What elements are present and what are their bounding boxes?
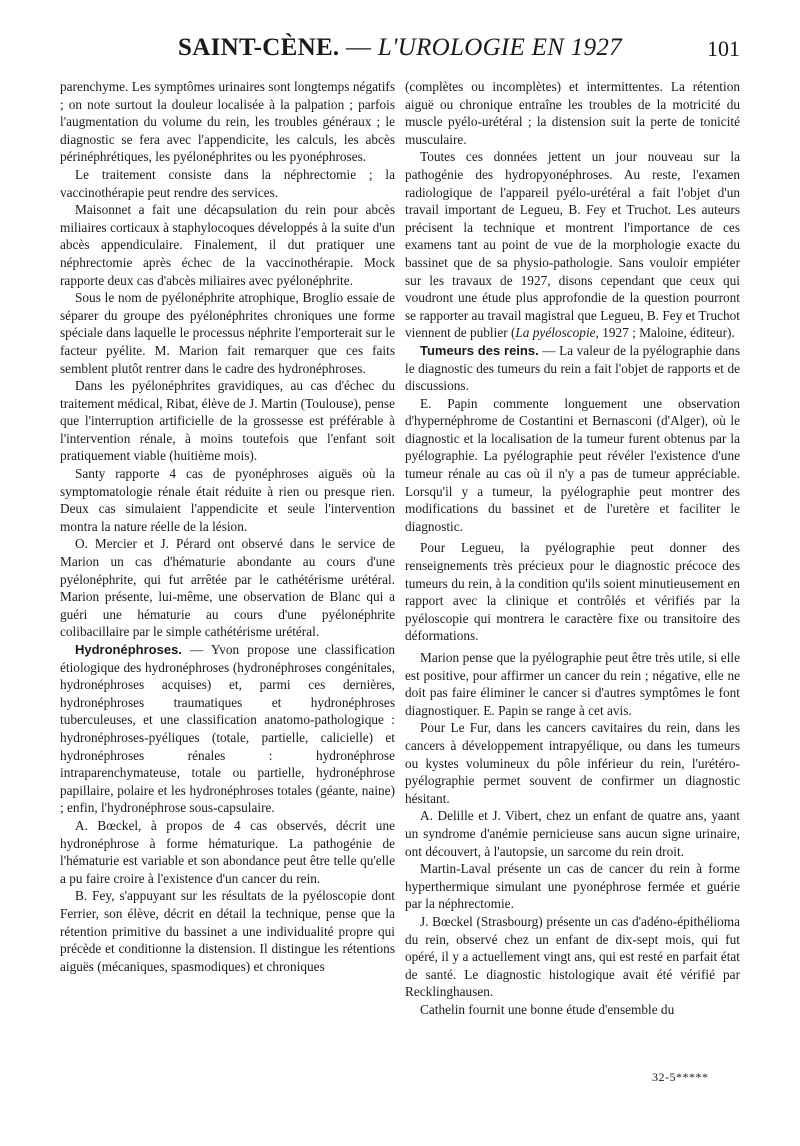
header-author: SAINT-CÈNE. xyxy=(178,34,340,61)
citation-title: La pyéloscopie xyxy=(515,325,596,341)
paragraph: J. Bœckel (Strasbourg) présente un cas d'adéno-épithélioma du rein, observé chez un enfant de dix-sept mois, qui fut opéré, il y a actuellement vingt ans, qui est resté en parfait état de santé. Le diagnostic histologique avait été vérifié par Recklinghausen. xyxy=(405,913,740,1000)
paragraph: Marion pense que la pyélographie peut être très utile, si elle est positive, pour affirmer un cancer du rein ; négative, elle ne doit pas faire éliminer le cancer si d'autres symptômes le font diagnostiquer. E. Papin se range à cet avis. xyxy=(405,650,740,718)
running-header xyxy=(60,34,740,70)
paragraph: Pour Le Fur, dans les cancers cavitaires du rein, dans les cancers à développement intrapyélique, ou dans les tumeurs ou kystes volumineux du pôle inférieur du rein, l'urétéro-pyélographie permet souvent de confirmer un diagnostic hésitant. xyxy=(405,720,740,806)
paragraph: B. Fey, s'appuyant sur les résultats de la pyéloscopie dont Ferrier, son élève, décrit en détail la technique, pense que la rétention primitive du bassinet a une individualité propre qui précède et conditionne la distension. Il distingue les rétentions aiguës (mécaniques, spasmodiques) et chroniques xyxy=(60,888,395,974)
header-separator: — xyxy=(339,34,378,61)
paragraph-hydronephroses xyxy=(60,641,395,817)
paragraph: Maisonnet a fait une décapsulation du rein pour abcès miliaires corticaux à staphylocoques développés à la suite d'un abcès appendiculaire. Finalement, il dut pratiquer une néphrectomie après échec de la vaccinothérapie. Mock rapporte deux cas d'abcès miliaires avec pyélonéphrite. xyxy=(60,202,395,288)
paragraph-with-citation xyxy=(405,148,740,342)
page-number: 101 xyxy=(707,36,740,61)
header-title xyxy=(60,34,740,62)
paragraph: (complètes ou incomplètes) et intermittentes. La rétention aiguë ou chronique entraîne les troubles de la motricité du muscle pyélo-urétéral ; la distension suit la perte de tonicité musculaire. xyxy=(405,79,740,147)
paragraph: A. Delille et J. Vibert, chez un enfant de quatre ans, yaant un syndrome d'anémie pernicieuse sans aucun signe urinaire, ont découvert, à l'autopsie, un sarcome du rein droit. xyxy=(405,808,740,859)
paragraph: E. Papin commente longuement une observation d'hypernéphrome de Costantini et Bernasconi (d'Alger), où le diagnostic et la localisation de la tumeur furent obtenus par la pyélographie. La pyélographie peut révéler l'existence d'une tumeur rénale au cas où il n'y a pas de tumeur appréciable. Lorsqu'il y a tumeur, la pyélographie peut montrer des modifications du bassinet et de l'uretère et faciliter le diagnostic. xyxy=(405,395,740,534)
paragraph: A. Bœckel, à propos de 4 cas observés, décrit une hydronéphrose à forme hématurique. La pathogénie de l'hématurie est variable et son abondance peut être telle qu'elle a pu faire croire à l'existence d'un cancer du rein. xyxy=(60,817,395,886)
paragraph: Sous le nom de pyélonéphrite atrophique, Broglio essaie de séparer du groupe des pyélonéphrites chroniques une forme spéciale dans laquelle le processus néphrite l'emporterait sur le facteur pyélite. M. Marion fait remarquer que ces faits semblent plutôt rentrer dans le cadre des hydronéphroses. xyxy=(60,290,395,376)
paragraph: Martin-Laval présente un cas de cancer du rein à forme hyperthermique simulant une pyonéphrose fermée et guérie par la néphrectomie. xyxy=(405,861,740,912)
left-column xyxy=(60,78,395,975)
section-heading-tumeurs: Tumeurs des reins. xyxy=(420,342,539,358)
paragraph-tumeurs xyxy=(405,342,740,395)
paragraph-text: Toutes ces données jettent un jour nouveau sur la pathogénie des hydropyonéphroses. Au reste, l'examen radiologique de l'appareil pyélo-urétéral a fait l'objet d'un travail important de Legueu, B. Fey et Truchot. Les auteurs précisent la technique et montrent l'importance de ces examens tant au point de vue de la morphologie exacte du bassinet que de sa physio-pathologie. Sans vouloir empiéter sur les travaux de 1927, disons cependant que ceux qui voudront une étude plus approfondie de la question pourront se rapporter au travail magistral que Legueu, B. Fey et Truchot viennent de publier ( xyxy=(405,149,740,341)
header-journal: L'UROLOGIE EN 1927 xyxy=(377,34,622,61)
paragraph: Santy rapporte 4 cas de pyonéphroses aiguës où la symptomatologie rénale était réduite à rien ou presque rien. Deux cas simulaient l'appendicite et seule l'intervention montra la nature réelle de la lésion. xyxy=(60,466,395,534)
right-column xyxy=(405,78,740,1018)
paragraph-text: — La valeur de la pyélographie dans le diagnostic des tumeurs du rein a fait l'objet de rapports et de discussions. xyxy=(405,342,741,394)
citation-details: , 1927 ; Maloine, éditeur). xyxy=(595,325,735,341)
paragraph: Le traitement consiste dans la néphrectomie ; la vaccinothérapie peut rendre des services. xyxy=(60,166,395,200)
paragraph: O. Mercier et J. Pérard ont observé dans le service de Marion un cas d'hématurie abondante au cours d'une pyélonéphrite, qui fut arrêtée par le cathétérisme urétéral. Marion présente, lui-même, une observation de Blanc qui a guéri une hématurie au cours d'une pyélonéphrite colibacillaire par le simple cathétérisme urétéral. xyxy=(60,536,395,640)
section-heading-hydronephroses: Hydronéphroses. xyxy=(75,642,182,657)
paragraph: Cathelin fournit une bonne étude d'ensemble du xyxy=(420,1001,675,1017)
printer-signature: 32-5***** xyxy=(652,1070,709,1084)
paragraph: Dans les pyélonéphrites gravidiques, au cas d'échec du traitement médical, Ribat, élève de J. Martin (Toulouse), pense que l'interruption artificielle de la grossesse est préférable à l'intervention rénale, à moins toutefois que l'enfant soit pratiquement viable (huitième mois). xyxy=(60,378,395,464)
paragraph: parenchyme. Les symptômes urinaires sont longtemps négatifs ; on note surtout la douleur localisée à la palpation ; parfois l'augmentation du volume du rein, les troubles généraux ; le diagnostic se fera avec l'appendicite, les calculs, les abcès périnéphrétiques, les pyélonéphrites ou les pyonéphroses. xyxy=(60,79,395,165)
paragraph: Pour Legueu, la pyélographie peut donner des renseignements très précieux pour le diagnostic précoce des tumeurs du rein, à la condition qu'ils soient minutieusement en rapport avec la clinique et contrôlés et vérifiés par la pyéloscopie qui montrera le caractère fixe ou transitoire des déformations. xyxy=(405,540,740,644)
paragraph-text: — Yvon propose une classification étiologique des hydronéphroses (hydronéphroses congénitales, hydronéphroses acquises) et, parmi ces dernières, hydronéphroses traumatiques et hydronéphroses tuberculeuses, et une classification anatomo-pathologique : hydronéphroses-pyéliques (totale, partielle, calicielle) et hydronéphroses rénales : hydronéphrose intraparenchymateuse, totale ou partielle, hydronéphrose papillaire, polaire et les hydronéphroses totales (géante, naine) ; enfin, l'hydronéphrose sous-capsulaire. xyxy=(60,642,395,816)
